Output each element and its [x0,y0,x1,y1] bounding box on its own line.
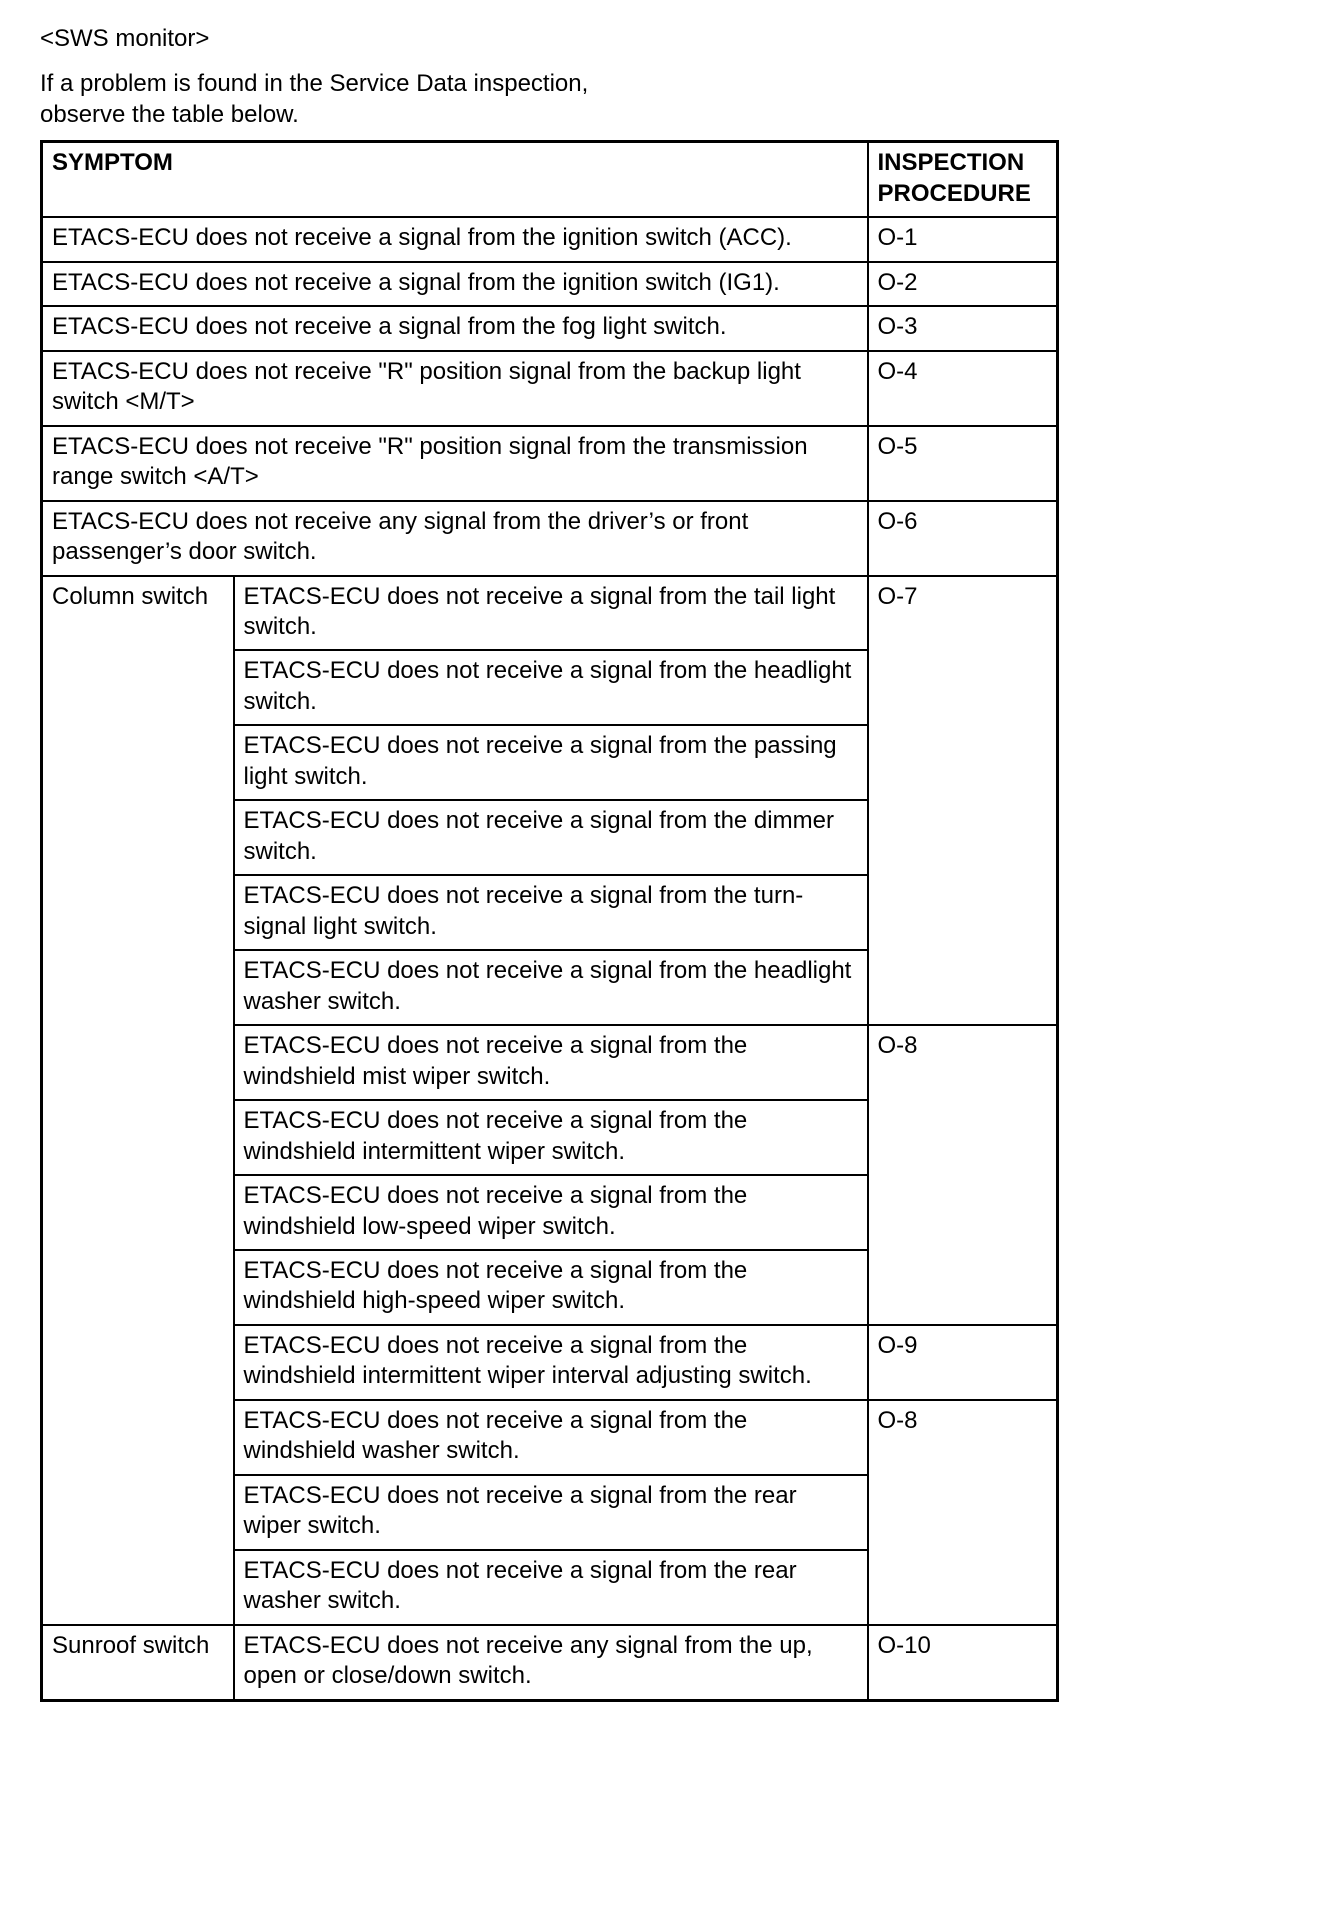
table-row [42,426,1058,501]
symptom-cell: ETACS-ECU does not receive a signal from the fog light switch. [42,306,868,350]
intro-line-1: If a problem is found in the Service Data inspection, [40,70,589,97]
table-row [42,1625,1058,1700]
symptom-cell: ETACS-ECU does not receive any signal from the up, open or close/down switch. [234,1625,868,1700]
intro-text [40,68,1288,130]
table-row [42,576,1058,651]
symptom-cell: ETACS-ECU does not receive a signal from the tail light switch. [234,576,868,651]
symptom-cell: ETACS-ECU does not receive a signal from the rear wiper switch. [234,1475,868,1550]
procedure-cell: O-8 [868,1400,1058,1625]
procedure-cell: O-2 [868,262,1058,306]
procedure-cell: O-7 [868,576,1058,1026]
table-row [42,262,1058,306]
table-row [42,306,1058,350]
symptom-cell: ETACS-ECU does not receive a signal from the windshield high-speed wiper switch. [234,1250,868,1325]
procedure-cell: O-1 [868,217,1058,261]
symptom-cell: ETACS-ECU does not receive a signal from the headlight washer switch. [234,950,868,1025]
procedure-cell: O-3 [868,306,1058,350]
symptom-cell: ETACS-ECU does not receive a signal from the ignition switch (ACC). [42,217,868,261]
symptom-cell: ETACS-ECU does not receive a signal from the passing light switch. [234,725,868,800]
symptom-cell: ETACS-ECU does not receive a signal from the rear washer switch. [234,1550,868,1625]
table-row [42,351,1058,426]
procedure-header: INSPECTION PROCEDURE [868,142,1058,217]
symptom-cell: ETACS-ECU does not receive any signal from the driver’s or front passenger’s door switch. [42,501,868,576]
intro-line-2: observe the table below. [40,101,299,129]
symptom-cell: ETACS-ECU does not receive a signal from the windshield washer switch. [234,1400,868,1475]
symptom-cell: ETACS-ECU does not receive a signal from the headlight switch. [234,650,868,725]
symptom-cell: ETACS-ECU does not receive "R" position signal from the transmission range switch <A/T> [42,426,868,501]
header-row [42,142,1058,217]
procedure-cell: O-4 [868,351,1058,426]
procedure-cell: O-8 [868,1025,1058,1325]
symptom-cell: ETACS-ECU does not receive "R" position signal from the backup light switch <M/T> [42,351,868,426]
symptom-table [40,140,1059,1701]
symptom-cell: ETACS-ECU does not receive a signal from the dimmer switch. [234,800,868,875]
table-row [42,501,1058,576]
procedure-cell: O-10 [868,1625,1058,1700]
symptom-cell: ETACS-ECU does not receive a signal from the windshield low-speed wiper switch. [234,1175,868,1250]
page-title: <SWS monitor> [40,25,210,52]
symptom-cell: ETACS-ECU does not receive a signal from the windshield mist wiper switch. [234,1025,868,1100]
procedure-cell: O-6 [868,501,1058,576]
symptom-header: SYMPTOM [42,142,868,217]
symptom-cell: ETACS-ECU does not receive a signal from the ignition switch (IG1). [42,262,868,306]
symptom-cell: ETACS-ECU does not receive a signal from the windshield intermittent wiper switch. [234,1100,868,1175]
table-row [42,217,1058,261]
group-label-cell: Sunroof switch [42,1625,234,1700]
procedure-cell: O-9 [868,1325,1058,1400]
symptom-cell: ETACS-ECU does not receive a signal from the windshield intermittent wiper interval adjusting switch. [234,1325,868,1400]
group-label-cell: Column switch [42,576,234,1625]
procedure-cell: O-5 [868,426,1058,501]
symptom-cell: ETACS-ECU does not receive a signal from the turn-signal light switch. [234,875,868,950]
